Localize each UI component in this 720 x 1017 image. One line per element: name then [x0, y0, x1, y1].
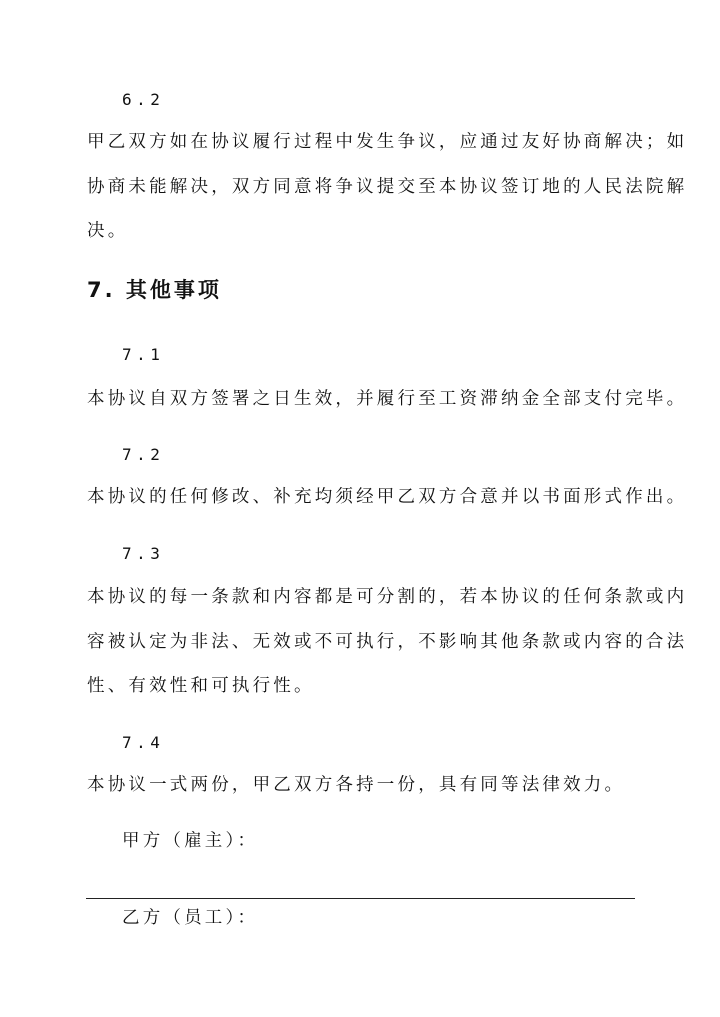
- clause-number-6-2: 6.2: [122, 90, 165, 109]
- clause-number-7-4: 7.4: [122, 733, 165, 752]
- clause-7-4-line-1: 本协议一式两份，甲乙双方各持一份，具有同等法律效力。: [87, 775, 626, 795]
- clause-6-2-line-2: 协商未能解决，双方同意将争议提交至本协议签订地的人民法院解: [87, 177, 688, 197]
- clause-6-2-line-3: 决。: [87, 221, 129, 241]
- clause-number-7-3: 7.3: [122, 544, 165, 563]
- clause-7-2-line-1: 本协议的任何修改、补充均须经甲乙双方合意并以书面形式作出。: [87, 487, 688, 507]
- clause-7-3-line-2: 容被认定为非法、无效或不可执行，不影响其他条款或内容的合法: [87, 632, 688, 652]
- clause-7-3-line-1: 本协议的每一条款和内容都是可分割的，若本协议的任何条款或内: [87, 587, 688, 607]
- section-heading-7: 7. 其他事项: [87, 278, 222, 302]
- signature-divider-line: [86, 898, 635, 899]
- party-a-signature-label: 甲方（雇主）：: [122, 831, 259, 851]
- clause-7-1-line-1: 本协议自双方签署之日生效，并履行至工资滞纳金全部支付完毕。: [87, 389, 688, 409]
- clause-number-7-2: 7.2: [122, 445, 165, 464]
- clause-number-7-1: 7.1: [122, 345, 165, 364]
- party-b-signature-label: 乙方（员工）：: [122, 908, 259, 928]
- clause-7-3-line-3: 性、有效性和可执行性。: [87, 676, 315, 696]
- clause-6-2-line-1: 甲乙双方如在协议履行过程中发生争议，应通过友好协商解决；如: [87, 132, 688, 152]
